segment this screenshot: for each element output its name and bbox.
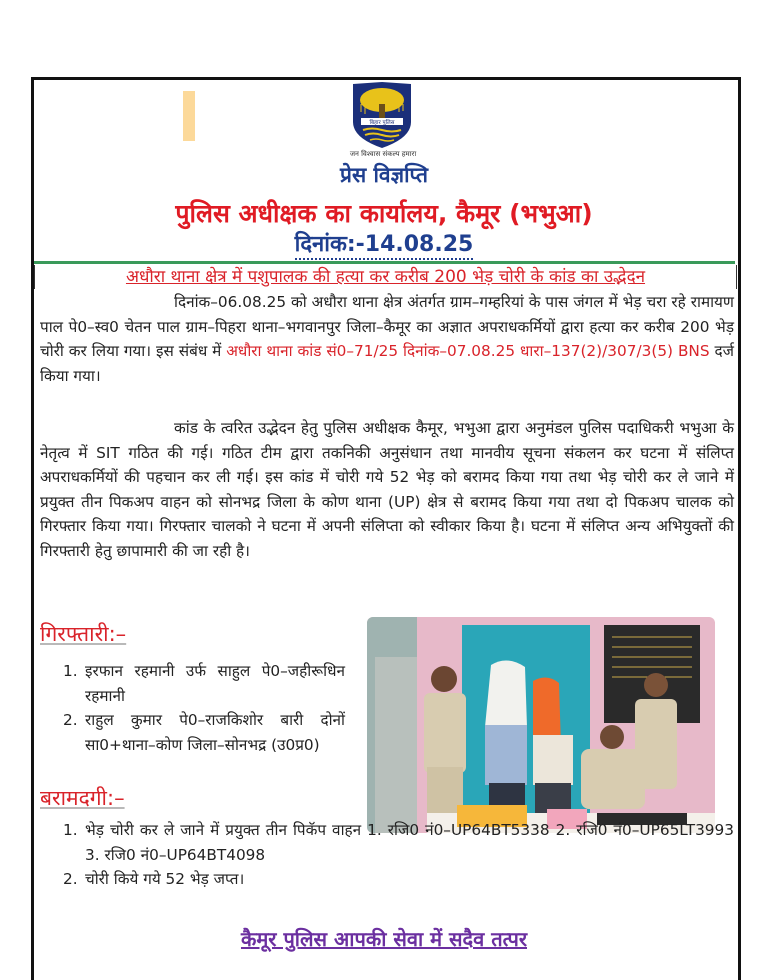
recovery-heading: बरामदगी:– xyxy=(40,786,125,810)
motto: जन विश्वास संकल्प हमारा xyxy=(349,150,417,158)
paragraph-incident: दिनांक–06.08.25 को अधौरा थाना क्षेत्र अंतर्गत ग्राम–गम्हरियां के पास जंगल में भेड़ चरा रहे रामायण पाल पे0–स्व0 चेतन पाल ग्राम–पिहरा थाना–भगवानपुर जिला–कैमूर का अज्ञात अपराधकर्मियों द्वारा हत्या कर करीब 200 भेड़ चोरी कर लिया गया। इस संबंध में अधौरा थाना कांड सं0–71/25 दिनांक–07.08.25 धारा–137(2)/307/3(5) BNS दर्ज किया गया। xyxy=(40,293,734,385)
footer-slogan: कैमूर पुलिस आपकी सेवा में सदैव तत्पर xyxy=(240,927,528,951)
case-reference: अधौरा थाना कांड सं0–71/25 दिनांक–07.08.25 धारा–137(2)/307/3(5) BNS xyxy=(226,342,710,360)
accent-bar xyxy=(183,91,195,141)
office-title: पुलिस अधीक्षक का कार्यालय, कैमूर (भभुआ) xyxy=(175,199,593,228)
photo-illustration xyxy=(367,617,715,833)
arrests-heading: गिरफ्तारी:– xyxy=(40,622,127,646)
bihar-police-logo-icon xyxy=(351,82,413,148)
paragraph-investigation: कांड के त्वरित उद्भेदन हेतु पुलिस अधीक्षक कैमूर, भभुआ द्वारा अनुमंडल पुलिस पदाधिकरी भभुआ के नेतृत्व में SIT गठित की गई। गठित टीम द्वारा तकनिकी अनुसंधान तथा मानवीय सूचना संकलन कर घटना में संलिप्त अपराधकर्मियों की पहचान कर ली गई। इस कांड में चोरी गये 52 भेड़ को बरामद किया गया तथा भेड़ चोरी कर ले जाने में प्रयुक्त तीन पिकअप वाहन को सोनभद्र जिला के कोण थाना (UP) क्षेत्र से बरामद किया गया तथा दो पिकअप चालक को गिरफ्तार किया गया। गिरफ्तार चालको ने घटना में अपनी संलिप्ता को स्वीकार किया है। घटना में संलिप्त अन्य अभियुक्तों की गिरफ्तारी हेतु छापामारी की जा रही है। xyxy=(40,419,734,560)
release-date: दिनांक:-14.08.25 xyxy=(0,228,768,258)
recovery-list xyxy=(63,818,734,892)
list-item: 1. भेड़ चोरी कर ले जाने में प्रयुक्त तीन पिकॅप वाहन 1. रजि0 नं0–UP64BT5338 2. रजि0 नं0–UP65LT3993 3. रजि0 नं0–UP64BT4098 xyxy=(63,821,734,864)
list-item: 2. राहुल कुमार पे0–राजकिशोर बारी दोनों सा0+थाना–कोण जिला–सोनभद्र (उ0प्र0) xyxy=(63,711,345,754)
list-item: 1. इरफान रहमानी उर्फ साहुल पे0–जहीरूधिन रहमानी xyxy=(63,662,345,705)
svg-text:बिहार पुलिस: बिहार पुलिस xyxy=(369,120,395,126)
list-item: 2. चोरी किये गये 52 भेड़ जप्त। xyxy=(63,870,245,888)
arrests-list xyxy=(63,659,345,757)
headline: अधौरा थाना क्षेत्र में पशुपालक की हत्या कर करीब 200 भेड़ चोरी के कांड का उद्भेदन xyxy=(34,265,737,289)
press-release-title: प्रेस विज्ञप्ति xyxy=(340,163,428,187)
divider-rule xyxy=(34,261,735,264)
arrest-photo xyxy=(367,617,715,833)
